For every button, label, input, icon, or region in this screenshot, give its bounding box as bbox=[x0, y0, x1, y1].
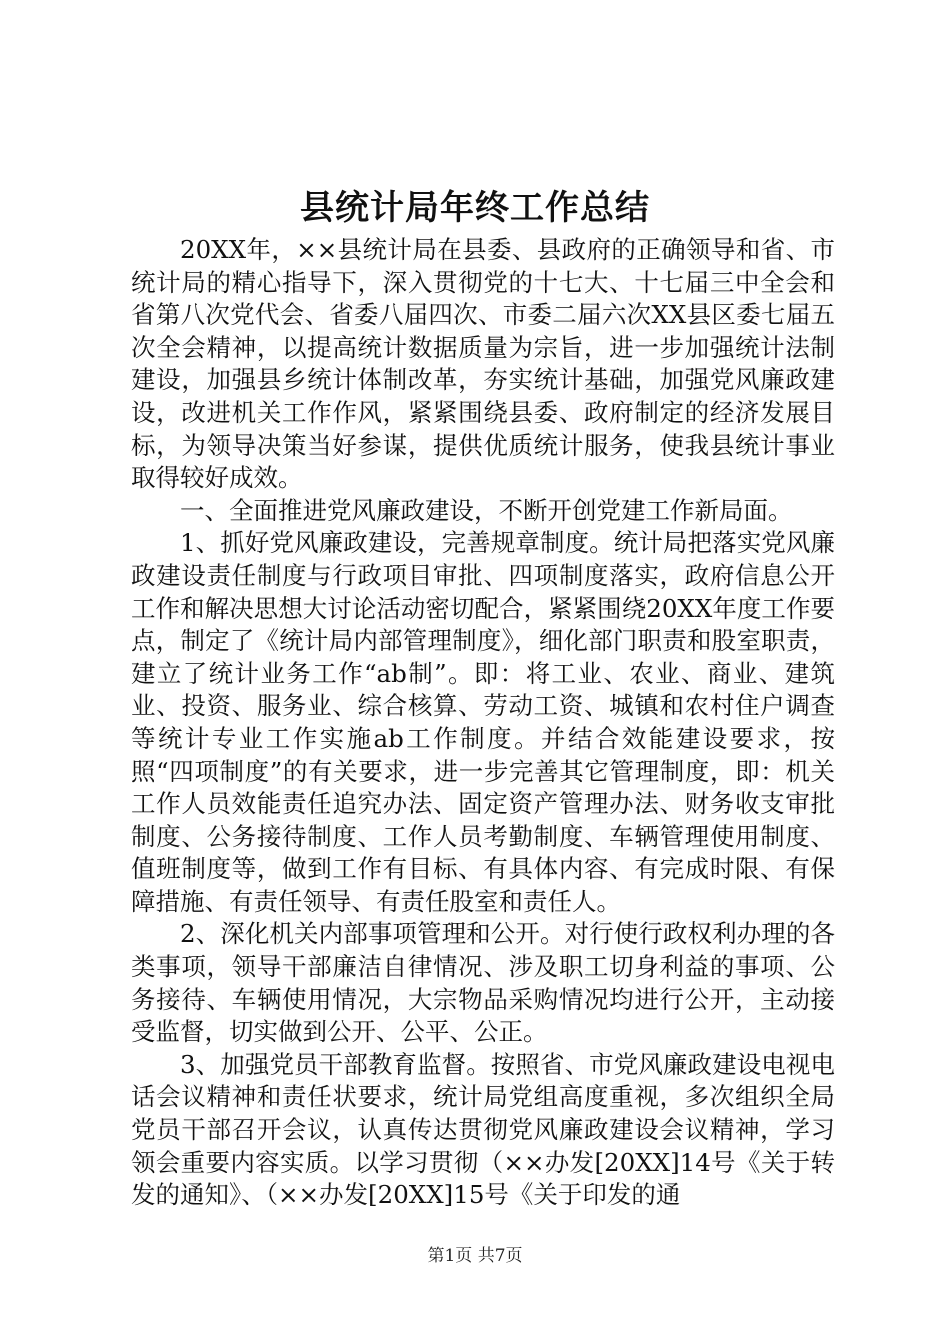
paragraph-item-1: 1、抓好党风廉政建设，完善规章制度。统计局把落实党风廉政建设责任制度与行政项目审批、四项制度落实，政府信息公开工作和解决思想大讨论活动密切配合，紧紧围绕20XX年度工作要点，制定了《统计局内部管理制度》，细化部门职责和股室职责，建立了统计业务工作“ab制”。即：将工业、农业、商业、建筑业、投资、服务业、综合核算、劳动工资、城镇和农村住户调查等统计专业工作实施ab工作制度。并结合效能建设要求，按照“四项制度”的有关要求，进一步完善其它管理制度，即：机关工作人员效能责任追究办法、固定资产管理办法、财务收支审批制度、公务接待制度、工作人员考勤制度、车辆管理使用制度、值班制度等，做到工作有目标、有具体内容、有完成时限、有保障措施、有责任领导、有责任股室和责任人。 bbox=[131, 528, 835, 916]
paragraph-item-2: 2、深化机关内部事项管理和公开。对行使行政权利办理的各类事项，领导干部廉洁自律情况、涉及职工切身利益的事项、公务接待、车辆使用情况，大宗物品采购情况均进行公开，主动接受监督，切实做到公开、公平、公正。 bbox=[131, 919, 835, 1047]
document-title: 县统计局年终工作总结 bbox=[300, 188, 650, 228]
page-footer: 第1页 共7页 bbox=[427, 1246, 523, 1266]
document-body bbox=[131, 234, 835, 1212]
paragraph-intro: 20XX年，××县统计局在县委、县政府的正确领导和省、市统计局的精心指导下，深入贯彻党的十七大、十七届三中全会和省第八次党代会、省委八届四次、市委二届六次XX县区委七届五次全会精神，以提高统计数据质量为宗旨，进一步加强统计法制建设，加强县乡统计体制改革，夯实统计基础，加强党风廉政建设，改进机关工作作风，紧紧围绕县委、政府制定的经济发展目标，为领导决策当好参谋，提供优质统计服务，使我县统计事业取得较好成效。 bbox=[131, 235, 835, 493]
paragraph-item-3: 3、加强党员干部教育监督。按照省、市党风廉政建设电视电话会议精神和责任状要求，统计局党组高度重视，多次组织全局党员干部召开会议，认真传达贯彻党风廉政建设会议精神，学习领会重要内容实质。以学习贯彻（××办发[20XX]14号《关于转发的通知》、（××办发[20XX]15号《关于印发的通 bbox=[131, 1049, 835, 1210]
paragraph-section-heading: 一、全面推进党风廉政建设，不断开创党建工作新局面。 bbox=[180, 495, 793, 525]
